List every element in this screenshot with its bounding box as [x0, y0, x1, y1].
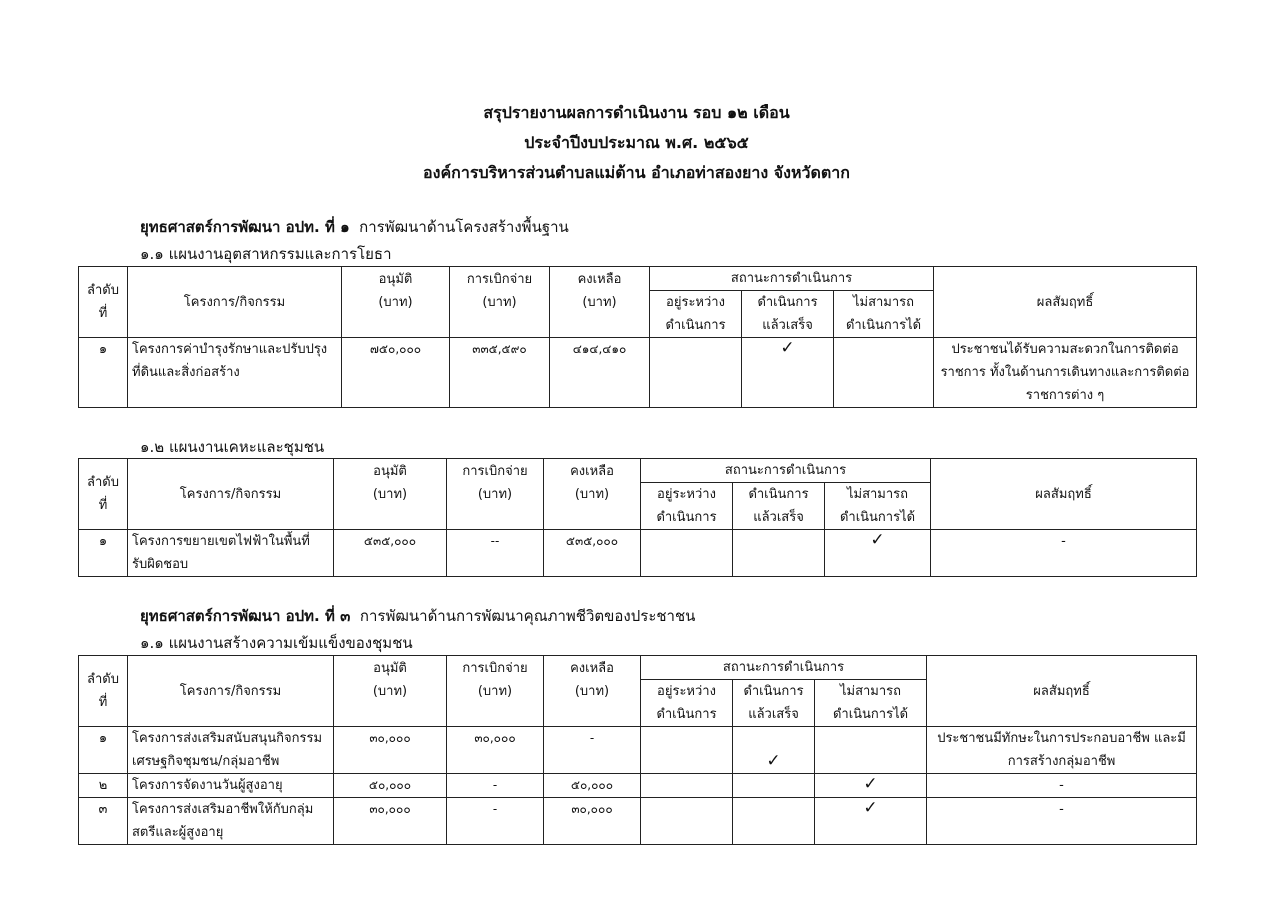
row-remaining: ๔๑๔,๔๑๐ [550, 338, 650, 408]
row-disbursed: ๓๓๕,๕๙๐ [450, 338, 550, 408]
col-done: ดำเนินการ แล้วเสร็จ [733, 680, 815, 727]
row-result: - [927, 798, 1197, 845]
report-title-line-2: ประจำปีงบประมาณ พ.ศ. ๒๕๖๕ [524, 133, 749, 152]
col-unable: ไม่สามารถ ดำเนินการได้ [825, 483, 931, 530]
row-done [733, 798, 815, 845]
col-approved: อนุมัติ (บาท) [342, 267, 450, 338]
col-disbursed: การเบิกจ่าย (บาท) [447, 656, 544, 727]
col-unable: ไม่สามารถ ดำเนินการได้ [834, 291, 934, 338]
table-header-row [79, 656, 1197, 680]
row-result: ประชาชนได้รับความสะดวกในการติดต่อ ราชการ ทั้งในด้านการเดินทางและการติดต่อ ราชการต่าง ๆ [934, 338, 1197, 408]
row-project: โครงการขยายเขตไฟฟ้าในพื้นที่ รับผิดชอบ [128, 530, 334, 577]
col-status: สถานะการดำเนินการ [641, 656, 927, 680]
row-disbursed: - [447, 798, 544, 845]
row-done [733, 727, 815, 774]
row-approved: ๗๕๐,๐๐๐ [342, 338, 450, 408]
col-remaining: คงเหลือ (บาท) [544, 459, 641, 530]
check-icon: ✓ [870, 530, 885, 550]
row-disbursed: - [447, 774, 544, 798]
row-result: - [931, 530, 1197, 577]
row-disbursed: -- [447, 530, 544, 577]
col-no: ลำดับ ที่ [79, 656, 128, 727]
row-unable [815, 727, 927, 774]
row-unable [815, 774, 927, 798]
row-disbursed: ๓๐,๐๐๐ [447, 727, 544, 774]
row-remaining: ๕๓๕,๐๐๐ [544, 530, 641, 577]
check-icon: ✓ [863, 774, 878, 794]
row-approved: ๕๐,๐๐๐ [334, 774, 447, 798]
row-in-progress [650, 338, 742, 408]
report-title-line-3: องค์การบริหารส่วนตำบลแม่ต้าน อำเภอท่าสองยาง จังหวัดตาก [423, 163, 850, 182]
col-project: โครงการ/กิจกรรม [128, 656, 334, 727]
table-row [79, 338, 1197, 408]
row-no: ๓ [79, 798, 128, 845]
col-no: ลำดับ ที่ [79, 459, 128, 530]
col-disbursed: การเบิกจ่าย (บาท) [447, 459, 544, 530]
plan-3-1-table [78, 655, 1197, 845]
row-no: ๑ [79, 530, 128, 577]
check-icon: ✓ [766, 751, 781, 771]
row-project: โครงการส่งเสริมอาชีพให้กับกลุ่ม สตรีและผู้สูงอายุ [128, 798, 334, 845]
plan-3-1-title: ๑.๑ แผนงานสร้างความเข้มแข็งของชุมชน [140, 634, 413, 652]
col-status: สถานะการดำเนินการ [641, 459, 931, 483]
table-row [79, 798, 1197, 845]
table-header-row [79, 459, 1197, 483]
strategy-3-label: ยุทธศาสตร์การพัฒนา อปท. ที่ ๓ [140, 607, 351, 625]
row-in-progress [641, 798, 733, 845]
row-in-progress [641, 774, 733, 798]
strategy-3-heading [140, 606, 695, 626]
row-approved: ๓๐,๐๐๐ [334, 798, 447, 845]
row-no: ๑ [79, 338, 128, 408]
strategy-3-desc: การพัฒนาด้านการพัฒนาคุณภาพชีวิตของประชาชน [359, 607, 696, 625]
row-approved: ๕๓๕,๐๐๐ [334, 530, 447, 577]
strategy-1-heading [140, 217, 569, 237]
check-icon: ✓ [863, 798, 878, 818]
row-unable [825, 530, 931, 577]
col-no: ลำดับ ที่ [79, 267, 128, 338]
row-no: ๒ [79, 774, 128, 798]
col-in-progress: อยู่ระหว่าง ดำเนินการ [641, 680, 733, 727]
row-no: ๑ [79, 727, 128, 774]
check-icon: ✓ [780, 338, 795, 358]
col-result: ผลสัมฤทธิ์ [934, 267, 1197, 338]
row-approved: ๓๐,๐๐๐ [334, 727, 447, 774]
col-status: สถานะการดำเนินการ [650, 267, 934, 291]
col-result: ผลสัมฤทธิ์ [931, 459, 1197, 530]
col-project: โครงการ/กิจกรรม [128, 459, 334, 530]
col-in-progress: อยู่ระหว่าง ดำเนินการ [641, 483, 733, 530]
col-disbursed: การเบิกจ่าย (บาท) [450, 267, 550, 338]
col-done: ดำเนินการ แล้วเสร็จ [742, 291, 834, 338]
row-project: โครงการจัดงานวันผู้สูงอายุ [128, 774, 334, 798]
row-project: โครงการค่าบำรุงรักษาและปรับปรุง ที่ดินและสิ่งก่อสร้าง [128, 338, 342, 408]
strategy-1-desc: การพัฒนาด้านโครงสร้างพื้นฐาน [359, 218, 569, 236]
col-approved: อนุมัติ (บาท) [334, 656, 447, 727]
col-approved: อนุมัติ (บาท) [334, 459, 447, 530]
row-done [742, 338, 834, 408]
row-in-progress [641, 530, 733, 577]
row-done [733, 530, 825, 577]
row-result: - [927, 774, 1197, 798]
row-project: โครงการส่งเสริมสนับสนุนกิจกรรม เศรษฐกิจชุมชน/กลุ่มอาชีพ [128, 727, 334, 774]
row-result: ประชาชนมีทักษะในการประกอบอาชีพ และมี การสร้างกลุ่มอาชีพ [927, 727, 1197, 774]
plan-1-2-title: ๑.๒ แผนงานเคหะและชุมชน [140, 438, 325, 456]
row-remaining: - [544, 727, 641, 774]
table-row [79, 530, 1197, 577]
row-unable [834, 338, 934, 408]
col-remaining: คงเหลือ (บาท) [550, 267, 650, 338]
col-project: โครงการ/กิจกรรม [128, 267, 342, 338]
report-title-line-1: สรุปรายงานผลการดำเนินงาน รอบ ๑๒ เดือน [483, 103, 790, 122]
col-done: ดำเนินการ แล้วเสร็จ [733, 483, 825, 530]
row-unable [815, 798, 927, 845]
col-unable: ไม่สามารถ ดำเนินการได้ [815, 680, 927, 727]
row-remaining: ๓๐,๐๐๐ [544, 798, 641, 845]
col-in-progress: อยู่ระหว่าง ดำเนินการ [650, 291, 742, 338]
strategy-1-label: ยุทธศาสตร์การพัฒนา อปท. ที่ ๑ [140, 218, 350, 236]
table-row [79, 727, 1197, 774]
plan-1-1-title: ๑.๑ แผนงานอุตสาหกรรมและการโยธา [140, 245, 392, 263]
plan-1-2-table [78, 458, 1197, 577]
row-in-progress [641, 727, 733, 774]
table-header-row [79, 267, 1197, 291]
row-done [733, 774, 815, 798]
plan-1-1-table [78, 266, 1197, 408]
table-row [79, 774, 1197, 798]
col-result: ผลสัมฤทธิ์ [927, 656, 1197, 727]
col-remaining: คงเหลือ (บาท) [544, 656, 641, 727]
row-remaining: ๕๐,๐๐๐ [544, 774, 641, 798]
